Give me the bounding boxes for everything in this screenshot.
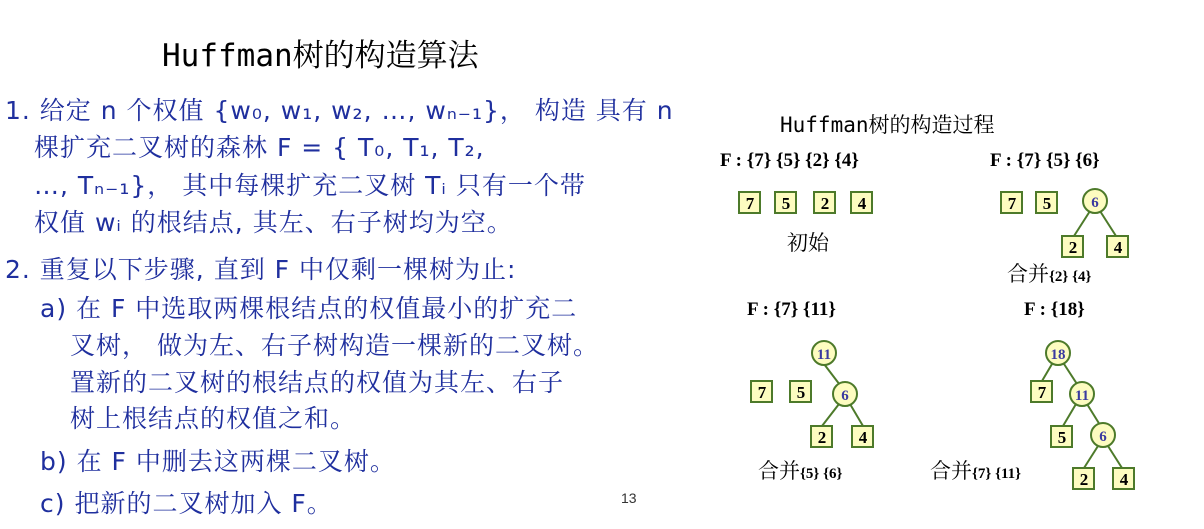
node-value: 2 bbox=[820, 194, 830, 213]
page-number: 13 bbox=[621, 490, 637, 506]
edge bbox=[1100, 211, 1116, 236]
node-value: 4 bbox=[857, 194, 867, 213]
node-value: 7 bbox=[1037, 383, 1047, 402]
node-value: 4 bbox=[1113, 238, 1123, 257]
edge bbox=[850, 404, 863, 426]
edge bbox=[824, 364, 840, 385]
node-value: 4 bbox=[858, 428, 868, 447]
node-value: 2 bbox=[817, 428, 827, 447]
edge bbox=[1064, 364, 1077, 384]
node-value: 18 bbox=[1050, 347, 1066, 363]
panel-2-caption: 合并{2} {4} bbox=[1007, 262, 1092, 286]
node-value: 7 bbox=[745, 194, 755, 213]
edge bbox=[1063, 404, 1076, 426]
panel-1-label: F : {7} {5} {2} {4} bbox=[720, 150, 859, 171]
node-value: 6 bbox=[1091, 195, 1099, 211]
step-2-line-1: 2. 重复以下步骤, 直到 F 中仅剩一棵树为止: bbox=[5, 255, 517, 284]
step-1-line-1: 1. 给定 n 个权值 {w₀, w₁, w₂, …, wₙ₋₁}， 构造 具有 n bbox=[5, 96, 674, 125]
step-1-line-4: 权值 wᵢ 的根结点, 其左、右子树均为空。 bbox=[34, 208, 513, 237]
slide-title: Huffman树的构造算法 bbox=[162, 38, 479, 74]
step-2a-line-4: 树上根结点的权值之和。 bbox=[70, 404, 357, 433]
node-value: 7 bbox=[1007, 194, 1017, 213]
panel-4-label: F : {18} bbox=[1024, 299, 1085, 320]
edge bbox=[822, 404, 839, 426]
diagram-title: Huffman树的构造过程 bbox=[780, 113, 995, 137]
panel-3-caption: 合并{5} {6} bbox=[758, 459, 843, 483]
node-value: 4 bbox=[1119, 470, 1129, 489]
panel-1-caption: 初始 bbox=[787, 231, 829, 255]
step-1-line-2: 棵扩充二叉树的森林 F = { T₀, T₁, T₂, bbox=[34, 133, 485, 162]
panel-3-label: F : {7} {11} bbox=[747, 299, 836, 320]
node-value: 6 bbox=[1099, 429, 1107, 445]
node-value: 7 bbox=[757, 383, 767, 402]
step-2a-line-2: 叉树， 做为左、右子树构造一棵新的二叉树。 bbox=[70, 331, 599, 360]
edge bbox=[1074, 211, 1090, 236]
step-1-line-3: …, Tₙ₋₁}， 其中每棵扩充二叉树 Tᵢ 只有一个带 bbox=[34, 171, 586, 200]
node-value: 5 bbox=[1042, 194, 1052, 213]
node-value: 5 bbox=[781, 194, 791, 213]
panel-4-caption: 合并{7} {11} bbox=[930, 459, 1022, 483]
step-2b-line: b) 在 F 中删去这两棵二叉树。 bbox=[40, 447, 396, 476]
edge bbox=[1087, 404, 1100, 425]
node-value: 6 bbox=[841, 388, 849, 404]
node-value: 11 bbox=[1074, 388, 1090, 404]
edge bbox=[1108, 446, 1122, 468]
node-value: 11 bbox=[816, 347, 832, 363]
edge bbox=[1084, 446, 1098, 468]
panel-2-label: F : {7} {5} {6} bbox=[990, 150, 1100, 171]
internal-nodes bbox=[812, 189, 1115, 447]
node-value: 5 bbox=[1057, 428, 1067, 447]
edge bbox=[1042, 364, 1052, 381]
node-value: 5 bbox=[796, 383, 806, 402]
step-2a-line-1: a) 在 F 中选取两棵根结点的权值最小的扩充二 bbox=[40, 294, 578, 323]
step-2a-line-3: 置新的二叉树的根结点的权值为其左、右子 bbox=[70, 368, 565, 397]
node-value: 2 bbox=[1068, 238, 1078, 257]
internal-labels bbox=[817, 195, 1107, 445]
step-2c-line: c) 把新的二叉树加入 F。 bbox=[40, 489, 333, 518]
node-value: 2 bbox=[1079, 470, 1089, 489]
leaf-nodes bbox=[739, 192, 1134, 489]
